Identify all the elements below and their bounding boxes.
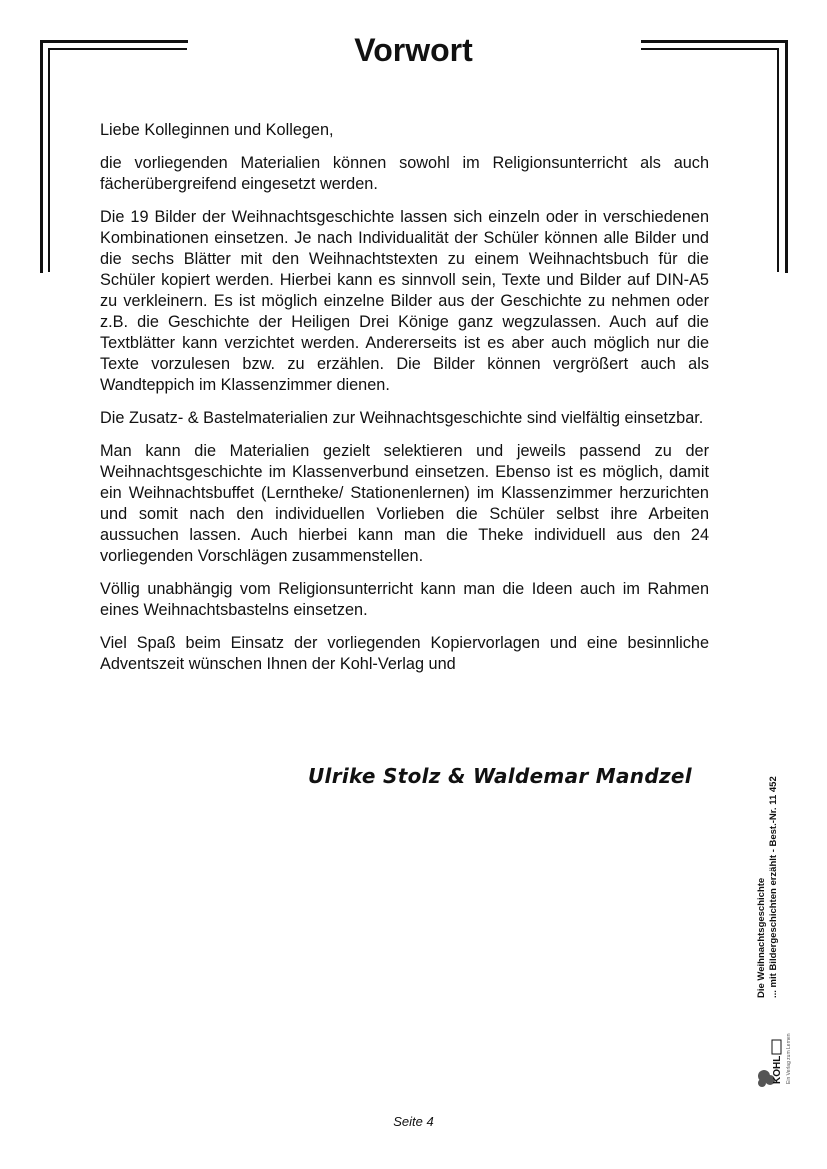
paragraph-1: die vorliegenden Materialien können sowohl im Religionsunterricht als auch fächerübergreifend eingesetzt werden.: [100, 154, 709, 193]
page-number: Seite 4: [393, 1114, 434, 1129]
paragraph-5: Völlig unabhängig vom Religionsunterricht kann man die Ideen auch im Rahmen eines Weihnachtsbastelns einsetzen.: [100, 580, 709, 619]
paragraph-6: Viel Spaß beim Einsatz der vorliegenden Kopiervorlagen und eine besinnliche Adventszeit wünschen Ihnen der Kohl-Verlag und: [100, 634, 709, 673]
paragraph-4: Man kann die Materialien gezielt selektieren und jeweils passend zu der Weihnachtsgeschichte im Klassenverbund einsetzen. Ebenso ist es möglich, damit ein Weihnachtsbuffet (Lerntheke/ Stationenlernen) im Klassenzimmer herzurichten und somit nach den individuellen Vorlieben die Schüler selbst ihre Arbeiten aussuchen lassen. Auch hierbei kann man die Theke individuell aus den 24 vorliegenden Vorschlägen zusammenstellen.: [100, 442, 709, 565]
publisher-sidebar: [756, 740, 802, 1090]
sidebar-line-1: Die Weihnachtsgeschichte: [756, 877, 767, 998]
body-text: [100, 120, 709, 687]
sidebar-line-2: ... mit Bildergeschichten erzählt - Best.-Nr. 11 452: [768, 776, 779, 998]
paragraph-2: Die 19 Bilder der Weihnachtsgeschichte lassen sich einzeln oder in verschiedenen Kombinationen einsetzen. Je nach Individualität der Schüler können alle Bilder und die sechs Blätter mit den Weihnachtstexten zu einem Weihnachtsbuch für die Schüler kopiert werden. Hierbei kann es sinnvoll sein, Texte und Bilder auf DIN-A5 zu verkleinern. Es ist möglich einzelne Bilder aus der Geschichte zu nehmen oder z.B. die Geschichte der Heiligen Drei Könige ganz wegzulassen. Auch auf die Textblätter kann verzichtet werden. Andererseits ist es aber auch möglich nur die Texte vorzulesen bzw. zu erzählen. Die Bilder können vergrößert auch als Wandteppich im Klassenzimmer dienen.: [100, 208, 709, 394]
svg-text:KOHL: KOHL: [772, 1055, 783, 1084]
kohl-logo-icon: [756, 1008, 802, 1088]
signature: Ulrike Stolz & Waldemar Mandzel: [308, 764, 692, 788]
greeting: Liebe Kolleginnen und Kollegen,: [100, 121, 334, 139]
page-title: Vorwort: [354, 32, 473, 68]
paragraph-3: Die Zusatz- & Bastelmaterialien zur Weihnachtsgeschichte sind vielfältig einsetzbar.: [100, 409, 704, 427]
svg-text:Ein Verlag zum Lernen: Ein Verlag zum Lernen: [786, 1033, 792, 1084]
